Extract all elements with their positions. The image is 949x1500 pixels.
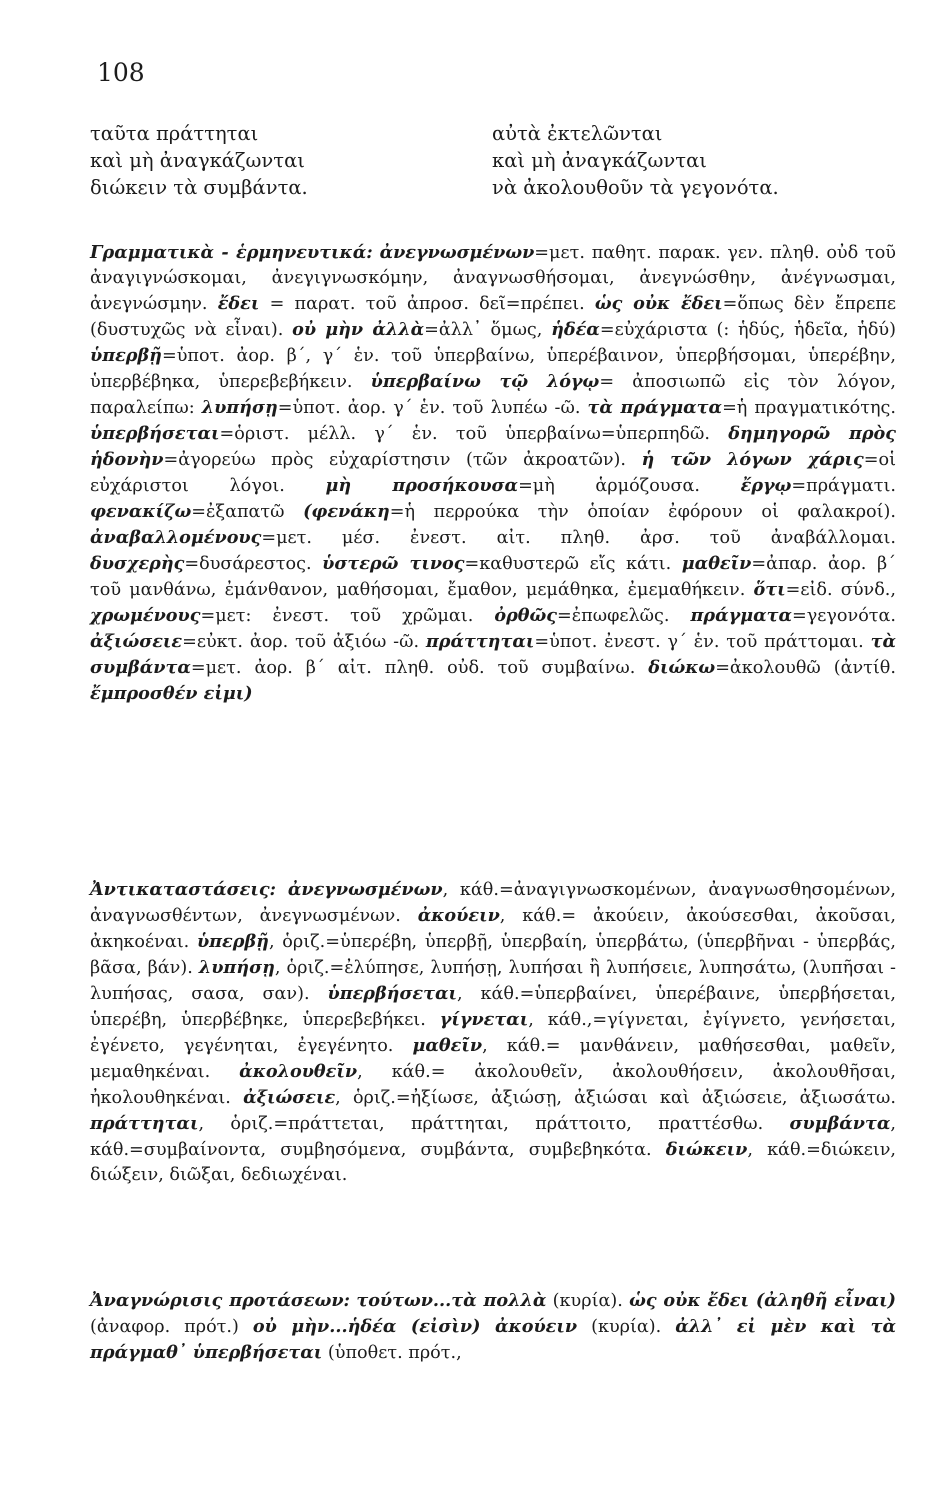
gloss-text: =ἡ περρούκα τὴν ὁποίαν ἐφόρουν οἱ φαλακροί). (389, 502, 897, 522)
substitutions-section (90, 877, 896, 1188)
gloss-text: =μετ. μέσ. ἐνεστ. αἰτ. πληθ. ἀρσ. τοῦ ἀναβάλλομαι. (261, 528, 896, 548)
grammar-notes-section (90, 240, 896, 707)
glossed-term: μαθεῖν (412, 1035, 483, 1056)
glossed-term: ὡς οὐκ ἔδει (ἀληθῆ εἶναι) (629, 1290, 897, 1311)
gloss-text: =ἀκολουθῶ (ἀντίθ. (715, 658, 896, 678)
section-heading: Γραμματικὰ - ἑρμηνευτικά: (90, 242, 373, 263)
glossed-term: χρωμένους (90, 605, 201, 626)
glossed-term: ὑπερβαίνω τῷ λόγῳ (370, 371, 600, 392)
gloss-text (373, 243, 380, 263)
glossed-term: πράττηται (90, 1113, 199, 1134)
glossed-term: διώκω (648, 657, 716, 678)
gloss-text (276, 880, 288, 900)
gloss-text: =εὐχάριστα (: ἡδύς, ἡδεῖα, ἡδύ) (599, 320, 896, 340)
gloss-text: (κυρία). (577, 1317, 676, 1337)
glossed-term: τὰ συμβάντα (90, 631, 896, 678)
original-line: διώκειν τὰ συμβάντα. (90, 176, 308, 199)
glossed-term: ἀκούειν (417, 905, 500, 926)
glossed-term: ὑπερβῇ (90, 345, 162, 366)
sentence-recognition-section (90, 1288, 896, 1366)
glossed-term: ἀκολουθεῖν (239, 1061, 358, 1082)
gloss-text: =μετ. ἀορ. β΄ αἰτ. πληθ. οὐδ. τοῦ συμβαίνω. (190, 658, 649, 678)
gloss-text: (ἀναφορ. πρότ.) (90, 1317, 253, 1337)
glossed-term: ὑστερῶ τινος (322, 553, 465, 574)
gloss-text: , κάθ.,=γίγνεται, ἐγίγνετο, γενήσεται, ἐγένετο, γεγένηται, ἐγεγένητο. (90, 1010, 896, 1056)
glossed-term: μὴ προσήκουσα (325, 475, 519, 496)
gloss-text: , κάθ.=συμβαίνοντα, συμβησόμενα, συμβάντα, συμβεβηκότα. (90, 1114, 896, 1160)
gloss-text: , ὁριζ.=ὑπερέβη, ὑπερβῇ, ὑπερβαίη, ὑπερβάτω, (ὑπερβῆναι - ὑπερβάς, βᾶσα, βάν). (90, 932, 896, 978)
glossed-term: πράγματα (690, 605, 793, 626)
translation-original-column (90, 120, 308, 201)
glossed-term: γίγνεται (439, 1009, 529, 1030)
gloss-text: =ἀπαρ. ἀορ. β΄ τοῦ μανθάνω, ἐμάνθανον, μαθήσομαι, ἔμαθον, μεμάθηκα, ἐμεμαθήκειν. (90, 554, 896, 600)
glossed-term: ἀνεγνωσμένων (379, 242, 535, 263)
gloss-text: =μετ: ἐνεστ. τοῦ χρῶμαι. (200, 606, 495, 626)
gloss-text: =ὑποτ. ἀορ. β΄, γ΄ ἑν. τοῦ ὑπερβαίνω, ὑπερέβαινον, ὑπερβήσομαι, ὑπερέβην, ὑπερβέβηκα, ὑπερεβεβήκειν. (90, 346, 896, 392)
glossed-term: οὐ μὴν ἀλλὰ (292, 319, 425, 340)
glossed-term: ἔργῳ (740, 475, 792, 496)
gloss-text: =ἐξαπατῶ (191, 502, 304, 522)
glossed-term: ἀναβαλλομένους (90, 527, 262, 548)
translation-line: καὶ μὴ ἀναγκάζωνται (492, 149, 707, 172)
glossed-term: ἡδέα (551, 319, 600, 340)
gloss-text: , ὁριζ.=ἐλύπησε, λυπήσῃ, λυπήσαι ἢ λυπήσειε, λυπησάτω, (λυπῆσαι - λυπήσας, σασα, σαν). (90, 958, 896, 1004)
gloss-text: =εὐκτ. ἀορ. τοῦ ἀξιόω -ῶ. (182, 632, 426, 652)
gloss-text: , ὁριζ.=ἠξίωσε, ἀξιώσῃ, ἀξιώσαι καὶ ἀξιώσειε, ἀξιωσάτω. (335, 1088, 896, 1108)
gloss-text: , κάθ.=διώκειν, διώξειν, διῶξαι, δεδιωχέναι. (90, 1140, 897, 1185)
glossed-term: ἀνεγνωσμένων (287, 879, 443, 900)
glossed-term: ἀξιώσειε (243, 1087, 336, 1108)
glossed-term: ἔδει (217, 293, 260, 314)
glossed-term: (φενάκη (303, 501, 390, 522)
gloss-text: = παρατ. τοῦ ἀπροσ. δεῖ=πρέπει. (259, 294, 595, 314)
gloss-text: =ἀγορεύω πρὸς εὐχαρίστησιν (τῶν ἀκροατῶν). (163, 450, 642, 470)
glossed-term: ὀρθῶς (494, 605, 557, 626)
glossed-term: τούτων...τὰ πολλὰ (356, 1290, 547, 1311)
gloss-text: = ἀποσιωπῶ εἰς τὸν λόγον, παραλείπω: (90, 372, 896, 418)
section-heading: Ἀναγνώρισις προτάσεων: (90, 1290, 351, 1311)
gloss-text: (ὑποθετ. πρότ., (322, 1343, 462, 1363)
translation-line: νὰ ἀκολουθοῦν τὰ γεγονότα. (492, 176, 779, 199)
glossed-term: ἀξιώσειε (90, 631, 183, 652)
section-body (90, 880, 896, 1185)
glossed-term: λυπήσῃ (201, 397, 278, 418)
gloss-text: , κάθ.=ἀναγιγνωσκομένων, ἀναγνωσθησομένων, ἀναγνωσθέντων, ἀνεγνωσμένων. (90, 880, 897, 926)
gloss-text: =ὑποτ. ἐνεστ. γ΄ ἑν. τοῦ πράττομαι. (534, 632, 871, 652)
translation-modern-column (492, 120, 779, 201)
page-number: 108 (97, 58, 145, 87)
gloss-text: (κυρία). (546, 1291, 630, 1311)
gloss-text: =εἰδ. σύνδ., (785, 580, 896, 600)
glossed-term: φενακίζω (90, 501, 192, 522)
glossed-term: ἔμπροσθέν εἰμι) (90, 683, 253, 704)
glossed-term: συμβάντα (789, 1113, 891, 1134)
glossed-term: ὅτι (753, 579, 786, 600)
gloss-text: , κάθ.= ἀκολουθεῖν, ἀκολουθήσειν, ἀκολουθῆσαι, ἠκολουθηκέναι. (90, 1062, 896, 1108)
gloss-text: =ἐπωφελῶς. (556, 606, 691, 626)
glossed-term: ἀλλ᾽ εἰ μὲν καὶ τὰ πράγμαθ᾽ ὑπερβήσεται (90, 1316, 896, 1363)
gloss-text: =καθυστερῶ εἴς κάτι. (464, 554, 682, 574)
glossed-term: λυπήσῃ (198, 957, 275, 978)
gloss-text: =ἡ πραγματικότης. (722, 398, 896, 418)
gloss-text: =ὁριστ. μέλλ. γ΄ ἑν. τοῦ ὑπερβαίνω=ὑπερπηδῶ. (219, 424, 729, 444)
gloss-text: , κάθ.= μανθάνειν, μαθήσεσθαι, μαθεῖν, μεμαθηκέναι. (90, 1036, 896, 1082)
original-line: καὶ μὴ ἀναγκάζωνται (90, 149, 305, 172)
gloss-text: =ὑποτ. ἀορ. γ΄ ἑν. τοῦ λυπέω -ῶ. (277, 398, 588, 418)
glossed-term: ὑπερβήσεται (90, 423, 220, 444)
gloss-text: =ἀλλ᾽ ὅμως, (424, 320, 552, 340)
glossed-term: μαθεῖν (681, 553, 752, 574)
gloss-text: =γεγονότα. (792, 606, 897, 626)
glossed-term: δυσχερὴς (90, 553, 185, 574)
gloss-text: , κάθ.=ὑπερβαίνει, ὑπερέβαινε, ὑπερβήσεται, ὑπερέβη, ὑπερβέβηκε, ὑπερεβεβήκει. (90, 984, 896, 1030)
glossed-term: δημηγορῶ πρὸς ἡδονὴν (90, 423, 896, 470)
gloss-text: =δυσάρεστος. (184, 554, 323, 574)
original-line: ταῦτα πράττηται (90, 122, 259, 145)
section-heading: Ἀντικαταστάσεις: (90, 879, 277, 900)
glossed-term: οὐ μὴν...ἡδέα (εἰσὶν) ἀκούειν (252, 1316, 578, 1337)
glossed-term: πράττηται (425, 631, 535, 652)
gloss-text: =μετ. παθητ. παρακ. γεν. πληθ. οὐδ τοῦ ἀναγιγνώσκομαι, ἀνεγιγνωσκόμην, ἀναγνωσθήσομαι, ἀνεγνώσθην, ἀνέγνωσμαι, ἀνεγνώσμην. (90, 243, 897, 314)
gloss-text: =πράγματι. (791, 476, 896, 496)
glossed-term: τὰ πράγματα (587, 397, 723, 418)
gloss-text: , κάθ.= ἀκούειν, ἀκούσεσθαι, ἀκοῦσαι, ἀκηκοέναι. (90, 906, 896, 952)
glossed-term: διώκειν (665, 1139, 748, 1160)
glossed-term: ὑπερβήσεται (327, 983, 457, 1004)
glossed-term: ὑπερβῇ (196, 931, 269, 952)
gloss-text: =οἱ εὐχάριστοι λόγοι. (90, 450, 896, 496)
translation-line: αὐτὰ ἐκτελῶνται (492, 122, 663, 145)
gloss-text: =μὴ ἁρμόζουσα. (518, 476, 741, 496)
glossed-term: ἡ τῶν λόγων χάρις (641, 449, 864, 470)
gloss-text: =ὅπως δὲν ἔπρεπε (δυστυχῶς νὰ εἶναι). (90, 294, 896, 340)
glossed-term: ὡς οὐκ ἔδει (594, 293, 723, 314)
gloss-text: , ὁριζ.=πράττεται, πράττηται, πράττοιτο, πραττέσθω. (198, 1114, 790, 1134)
section-body (90, 243, 896, 704)
